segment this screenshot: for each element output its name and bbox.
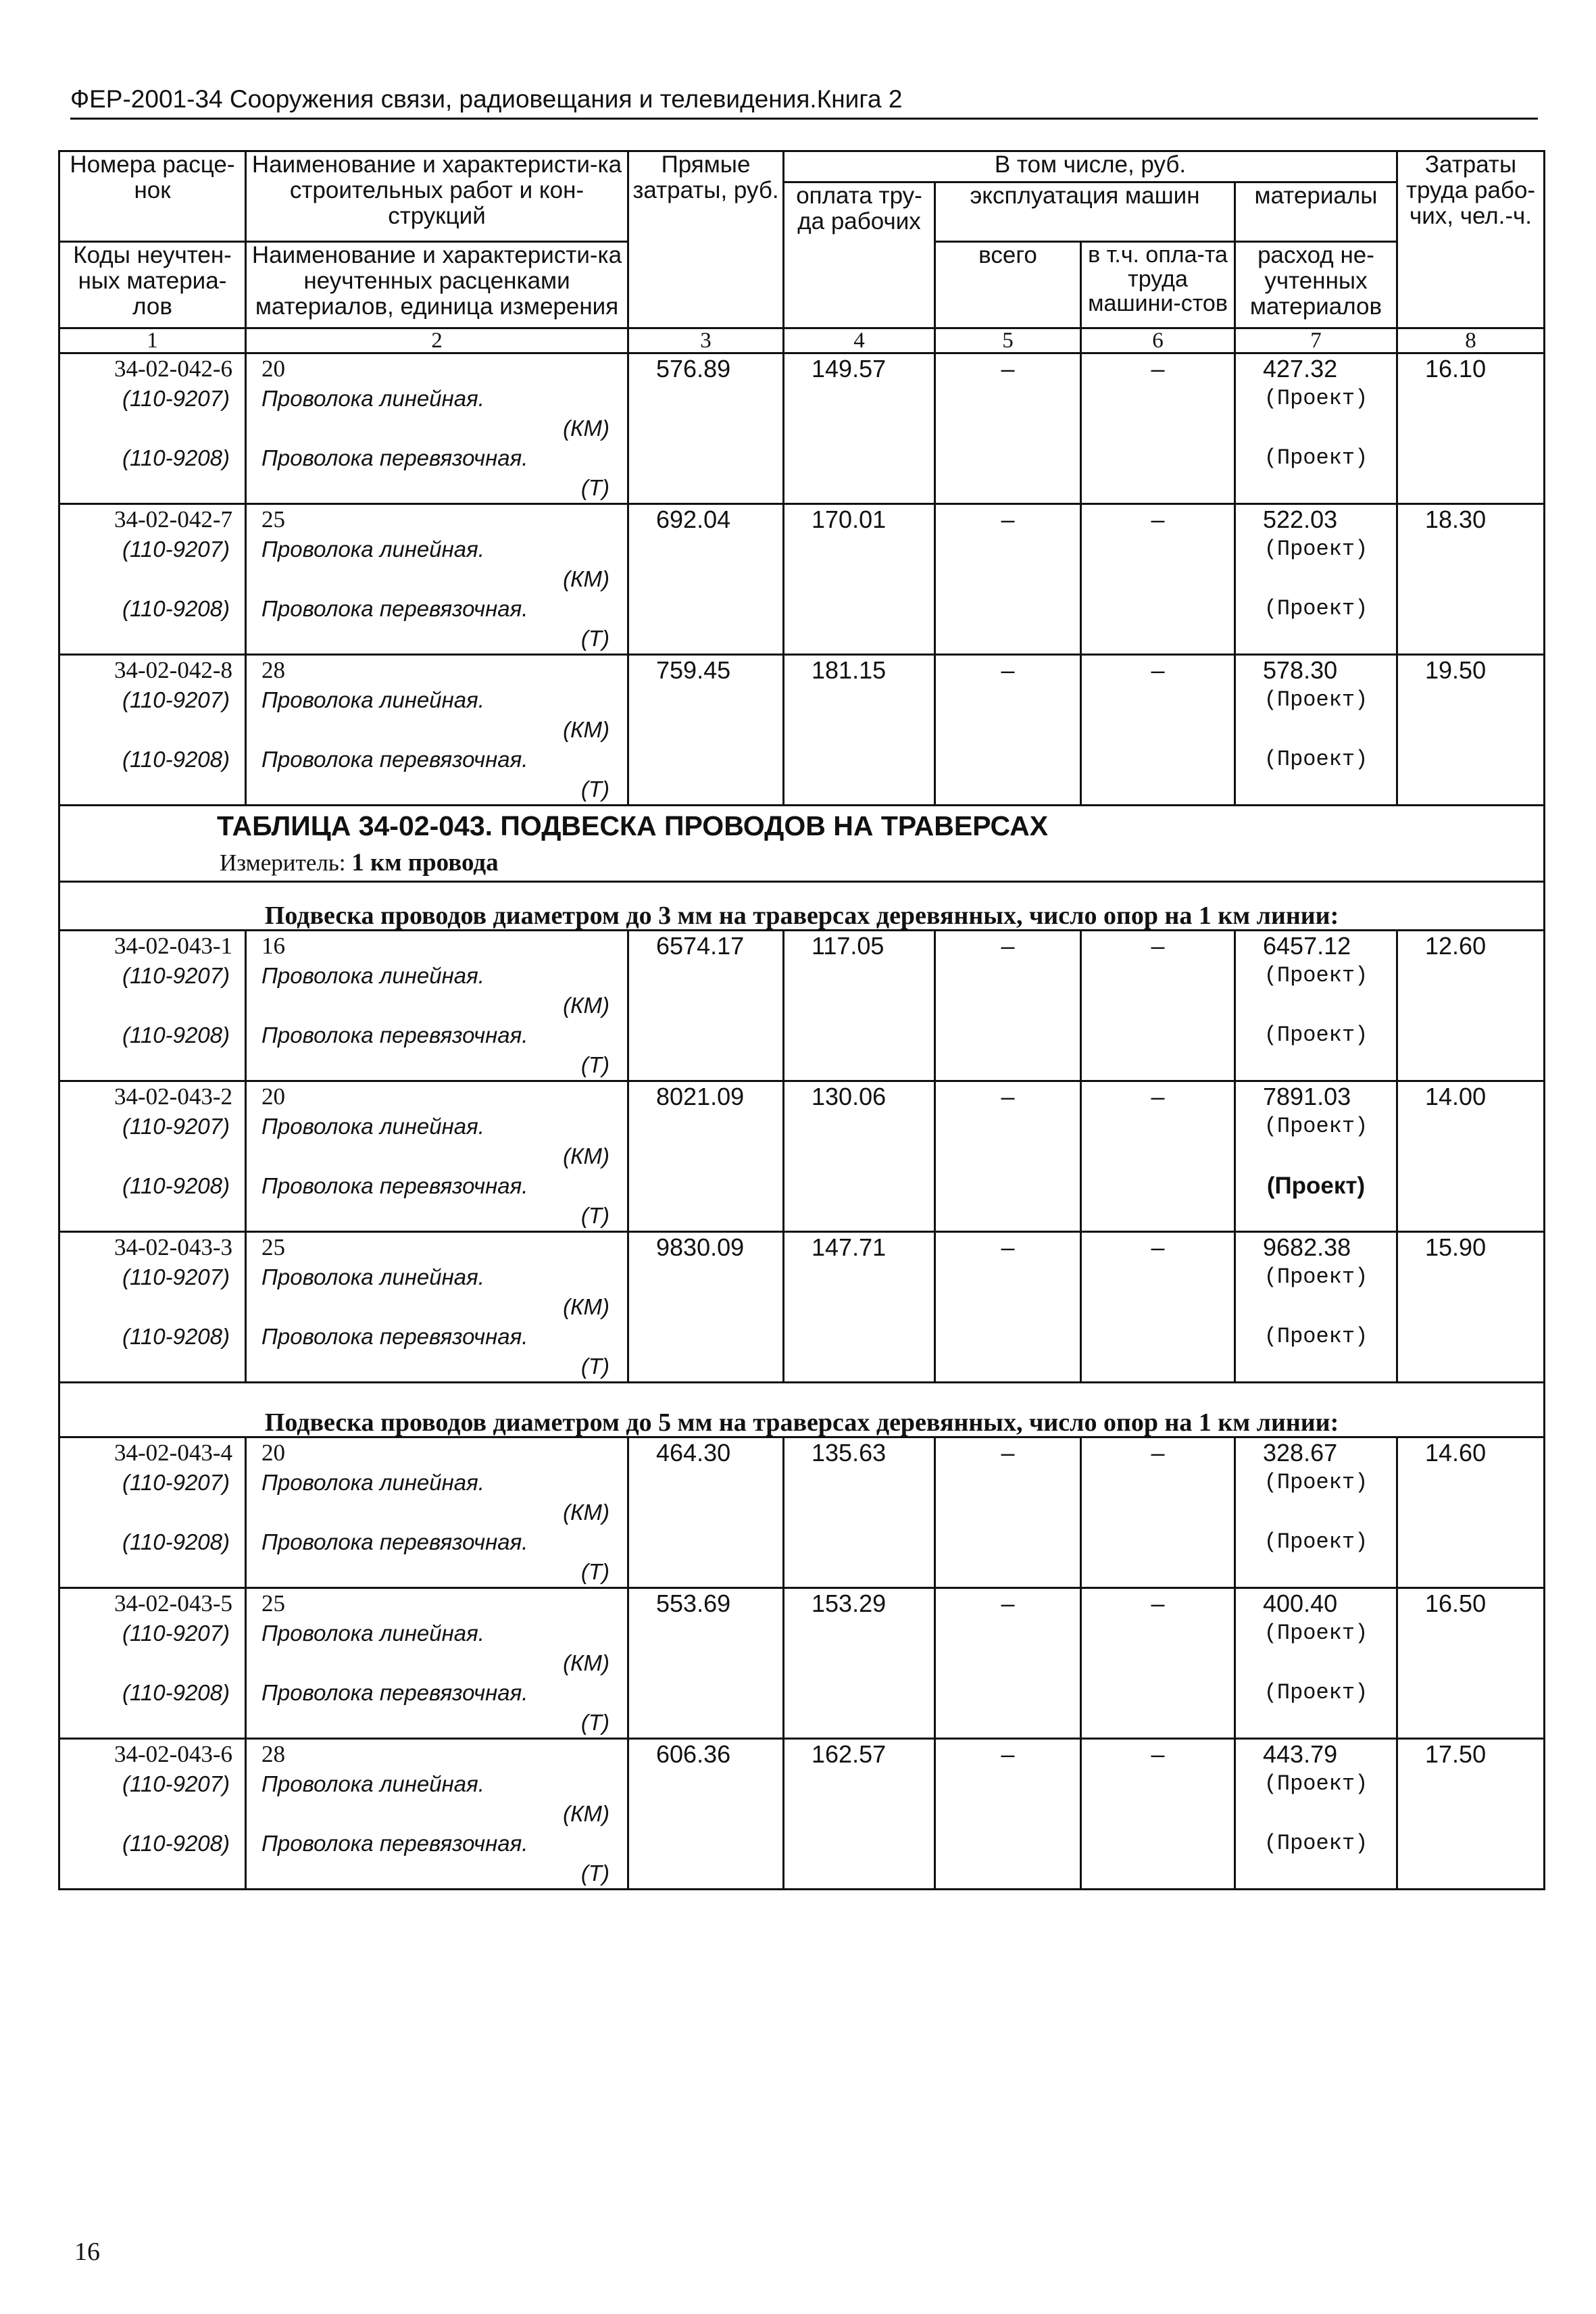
material-name: Проволока перевязочная. (261, 1529, 528, 1554)
rate-code: 34-02-043-2 (114, 1083, 232, 1110)
material-project: (Проект) (1266, 1172, 1366, 1199)
machinists-pay: – (1151, 1740, 1165, 1768)
group1-rows (59, 353, 1545, 806)
machines-total: – (1001, 1439, 1015, 1467)
direct-costs: 6574.17 (656, 931, 745, 960)
material-unit: (Т) (580, 1052, 609, 1077)
material-code: (110-9208) (122, 1680, 230, 1705)
meter-value: 1 км провода (351, 849, 499, 877)
machinists-pay: – (1151, 1439, 1165, 1467)
header-material-codes: Коды неучтен-ных материа-лов (59, 242, 246, 328)
page-header: ФЕР-2001-34 Сооружения связи, радиовещания и телевидения.Книга 2 (70, 84, 1538, 120)
material-project: (Проект) (1264, 1022, 1368, 1048)
section1-title-row (59, 902, 1545, 931)
labor-hours: 19.50 (1425, 656, 1487, 684)
material-project: (Проект) (1264, 1264, 1368, 1289)
material-code: (110-9208) (122, 445, 230, 470)
header-material-names: Наименование и характеристи-ка неучтенных расценками материалов, единица измерения (246, 242, 628, 328)
material-name: Проволока перевязочная. (261, 445, 528, 470)
labor-hours: 16.10 (1425, 355, 1487, 383)
labor-pay: 130.06 (812, 1082, 887, 1110)
labor-pay: 149.57 (812, 355, 887, 383)
section1-title: Подвеска проводов диаметром до 3 мм на траверсах деревянных, число опор на 1 км линии: (264, 901, 1339, 930)
machines-total: – (1001, 931, 1015, 960)
rate-name: 25 (261, 1233, 285, 1260)
rate-code: 34-02-042-7 (114, 506, 232, 533)
material-project: (Проект) (1264, 1680, 1368, 1705)
material-name: Проволока перевязочная. (261, 1022, 528, 1048)
material-unit: (Т) (580, 475, 609, 500)
table-row (59, 353, 1545, 504)
materials-cost: 578.30 (1263, 656, 1338, 684)
materials-cost: 443.79 (1263, 1740, 1338, 1768)
direct-costs: 759.45 (656, 656, 731, 684)
machines-total: – (1001, 656, 1015, 684)
materials-cost: 7891.03 (1263, 1082, 1351, 1110)
direct-costs: 692.04 (656, 506, 731, 533)
machinists-pay: – (1151, 931, 1165, 960)
machinists-pay: – (1151, 1590, 1165, 1617)
materials-cost: 9682.38 (1263, 1233, 1351, 1261)
direct-costs: 553.69 (656, 1590, 731, 1617)
material-project: (Проект) (1264, 1831, 1368, 1856)
material-project: (Проект) (1264, 1470, 1368, 1495)
rate-name: 16 (261, 932, 285, 959)
material-project: (Проект) (1264, 537, 1368, 562)
material-name: Проволока линейная. (261, 1470, 484, 1495)
material-name: Проволока линейная. (261, 1621, 484, 1646)
material-unit: (Т) (580, 626, 609, 651)
material-code: (110-9207) (122, 1771, 230, 1796)
labor-pay: 135.63 (812, 1439, 887, 1467)
material-unit: (КМ) (563, 566, 609, 591)
section1-rows (59, 930, 1545, 1382)
material-project: (Проект) (1264, 687, 1368, 712)
labor-hours: 16.50 (1425, 1590, 1487, 1617)
material-unit: (Т) (580, 777, 609, 802)
rate-name: 28 (261, 1741, 285, 1767)
table-row (59, 1437, 1545, 1588)
table-row (59, 1588, 1545, 1739)
material-name: Проволока линейная. (261, 1113, 484, 1139)
material-unit: (Т) (580, 1861, 609, 1886)
rate-name: 20 (261, 355, 285, 382)
header-machines: эксплуатация машин (935, 182, 1235, 242)
header-machines-total: всего (935, 242, 1081, 328)
material-code: (110-9208) (122, 1323, 230, 1349)
material-project: (Проект) (1264, 386, 1368, 411)
rate-code: 34-02-042-8 (114, 657, 232, 683)
direct-costs: 8021.09 (656, 1082, 745, 1110)
table-row (59, 930, 1545, 1081)
material-code: (110-9207) (122, 1621, 230, 1646)
material-name: Проволока линейная. (261, 1771, 484, 1796)
materials-cost: 328.67 (1263, 1439, 1338, 1467)
material-project: (Проект) (1264, 1529, 1368, 1554)
header-labor-hours: Затраты труда рабо-чих, чел.-ч. (1397, 151, 1545, 328)
material-code: (110-9208) (122, 747, 230, 772)
table-meter (60, 845, 1543, 881)
rate-name: 20 (261, 1083, 285, 1110)
rate-name: 28 (261, 657, 285, 683)
rate-name: 20 (261, 1439, 285, 1466)
labor-hours: 12.60 (1425, 931, 1487, 960)
materials-cost: 400.40 (1263, 1590, 1338, 1617)
material-project: (Проект) (1264, 747, 1368, 772)
material-code: (110-9208) (122, 1173, 230, 1198)
machines-total: – (1001, 506, 1015, 533)
material-code: (110-9208) (122, 1529, 230, 1554)
labor-pay: 162.57 (812, 1740, 887, 1768)
header-materials: материалы (1235, 182, 1397, 242)
labor-pay: 147.71 (812, 1233, 887, 1261)
machinists-pay: – (1151, 506, 1165, 533)
material-project: (Проект) (1264, 1113, 1368, 1139)
table-row (59, 655, 1545, 806)
rate-code: 34-02-042-6 (114, 355, 232, 382)
machinists-pay: – (1151, 1082, 1165, 1110)
labor-hours: 14.00 (1425, 1082, 1487, 1110)
material-name: Проволока линейная. (261, 962, 484, 988)
material-name: Проволока перевязочная. (261, 596, 528, 621)
table-row (59, 1231, 1545, 1382)
material-project: (Проект) (1264, 1323, 1368, 1349)
section2-title: Подвеска проводов диаметром до 5 мм на траверсах деревянных, число опор на 1 км линии: (264, 1408, 1339, 1437)
machines-total: – (1001, 355, 1015, 383)
machines-total: – (1001, 1233, 1015, 1261)
rate-code: 34-02-043-5 (114, 1590, 232, 1617)
material-code: (110-9207) (122, 1113, 230, 1139)
labor-hours: 18.30 (1425, 506, 1487, 533)
material-code: (110-9207) (122, 1470, 230, 1495)
material-code: (110-9207) (122, 537, 230, 562)
material-code: (110-9207) (122, 962, 230, 988)
direct-costs: 606.36 (656, 1740, 731, 1768)
machines-total: – (1001, 1740, 1015, 1768)
header-machinists-pay: в т.ч. опла-та труда машини-стов (1081, 242, 1235, 328)
material-name: Проволока линейная. (261, 537, 484, 562)
table-row (59, 504, 1545, 655)
rate-code: 34-02-043-6 (114, 1741, 232, 1767)
table-title: ТАБЛИЦА 34-02-043. ПОДВЕСКА ПРОВОДОВ НА ТРАВЕРСАХ (217, 810, 1049, 841)
material-code: (110-9208) (122, 596, 230, 621)
material-unit: (КМ) (563, 1294, 609, 1319)
material-code: (110-9207) (122, 1264, 230, 1289)
labor-pay: 181.15 (812, 656, 887, 684)
material-unit: (КМ) (563, 416, 609, 441)
section2-title-row (59, 1409, 1545, 1437)
materials-cost: 427.32 (1263, 355, 1338, 383)
material-name: Проволока линейная. (261, 386, 484, 411)
material-name: Проволока линейная. (261, 1264, 484, 1289)
direct-costs: 464.30 (656, 1439, 731, 1467)
material-unit: (КМ) (563, 992, 609, 1018)
materials-cost: 6457.12 (1263, 931, 1351, 960)
direct-costs: 9830.09 (656, 1233, 745, 1261)
labor-hours: 14.60 (1425, 1439, 1487, 1467)
direct-costs: 576.89 (656, 355, 731, 383)
section2-rows (59, 1437, 1545, 1890)
column-numbers-row: 1 2 3 4 5 6 7 8 (59, 328, 1545, 353)
machinists-pay: – (1151, 656, 1165, 684)
machines-total: – (1001, 1082, 1015, 1110)
material-project: (Проект) (1264, 962, 1368, 988)
material-unit: (Т) (580, 1559, 609, 1584)
material-name: Проволока перевязочная. (261, 1680, 528, 1705)
rate-code: 34-02-043-3 (114, 1233, 232, 1260)
material-project: (Проект) (1264, 596, 1368, 621)
rate-code: 34-02-043-1 (114, 932, 232, 959)
material-project: (Проект) (1264, 1771, 1368, 1796)
material-project: (Проект) (1264, 445, 1368, 470)
materials-cost: 522.03 (1263, 506, 1338, 533)
material-code: (110-9207) (122, 386, 230, 411)
material-unit: (Т) (580, 1710, 609, 1735)
material-name: Проволока перевязочная. (261, 1831, 528, 1856)
rate-code: 34-02-043-4 (114, 1439, 232, 1466)
material-unit: (КМ) (563, 1650, 609, 1675)
table-row (59, 1739, 1545, 1890)
material-unit: (Т) (580, 1202, 609, 1228)
material-unit: (КМ) (563, 1143, 609, 1168)
rate-name: 25 (261, 1590, 285, 1617)
material-unit: (КМ) (563, 1500, 609, 1525)
labor-pay: 153.29 (812, 1590, 887, 1617)
header-unaccounted-materials: расход не-учтенных материалов (1235, 242, 1397, 328)
labor-pay: 117.05 (812, 931, 884, 960)
page-number: 16 (74, 2238, 100, 2266)
labor-hours: 15.90 (1425, 1233, 1487, 1261)
machinists-pay: – (1151, 355, 1165, 383)
material-name: Проволока перевязочная. (261, 747, 528, 772)
rates-table (58, 150, 1545, 1890)
rate-name: 25 (261, 506, 285, 533)
material-name: Проволока перевязочная. (261, 1323, 528, 1349)
material-code: (110-9208) (122, 1831, 230, 1856)
meter-label: Измеритель: (220, 850, 346, 876)
material-code: (110-9208) (122, 1022, 230, 1048)
table-row (59, 1081, 1545, 1231)
machinists-pay: – (1151, 1233, 1165, 1261)
labor-pay: 170.01 (812, 506, 887, 533)
table-title-row (59, 806, 1545, 882)
material-code: (110-9207) (122, 687, 230, 712)
material-unit: (КМ) (563, 717, 609, 742)
material-unit: (Т) (580, 1353, 609, 1379)
labor-hours: 17.50 (1425, 1740, 1487, 1768)
header-labor-pay: оплата тру-да рабочих (784, 182, 935, 328)
header-work-name: Наименование и характеристи-ка строительных работ и кон-струкций (246, 151, 628, 242)
material-project: (Проект) (1264, 1621, 1368, 1646)
machines-total: – (1001, 1590, 1015, 1617)
header-direct-costs: Прямые затраты, руб. (628, 151, 784, 328)
header-rate-numbers: Номера расце-нок (59, 151, 246, 242)
material-name: Проволока перевязочная. (261, 1173, 528, 1198)
material-unit: (КМ) (563, 1801, 609, 1826)
material-name: Проволока линейная. (261, 687, 484, 712)
header-including: В том числе, руб. (784, 151, 1397, 182)
